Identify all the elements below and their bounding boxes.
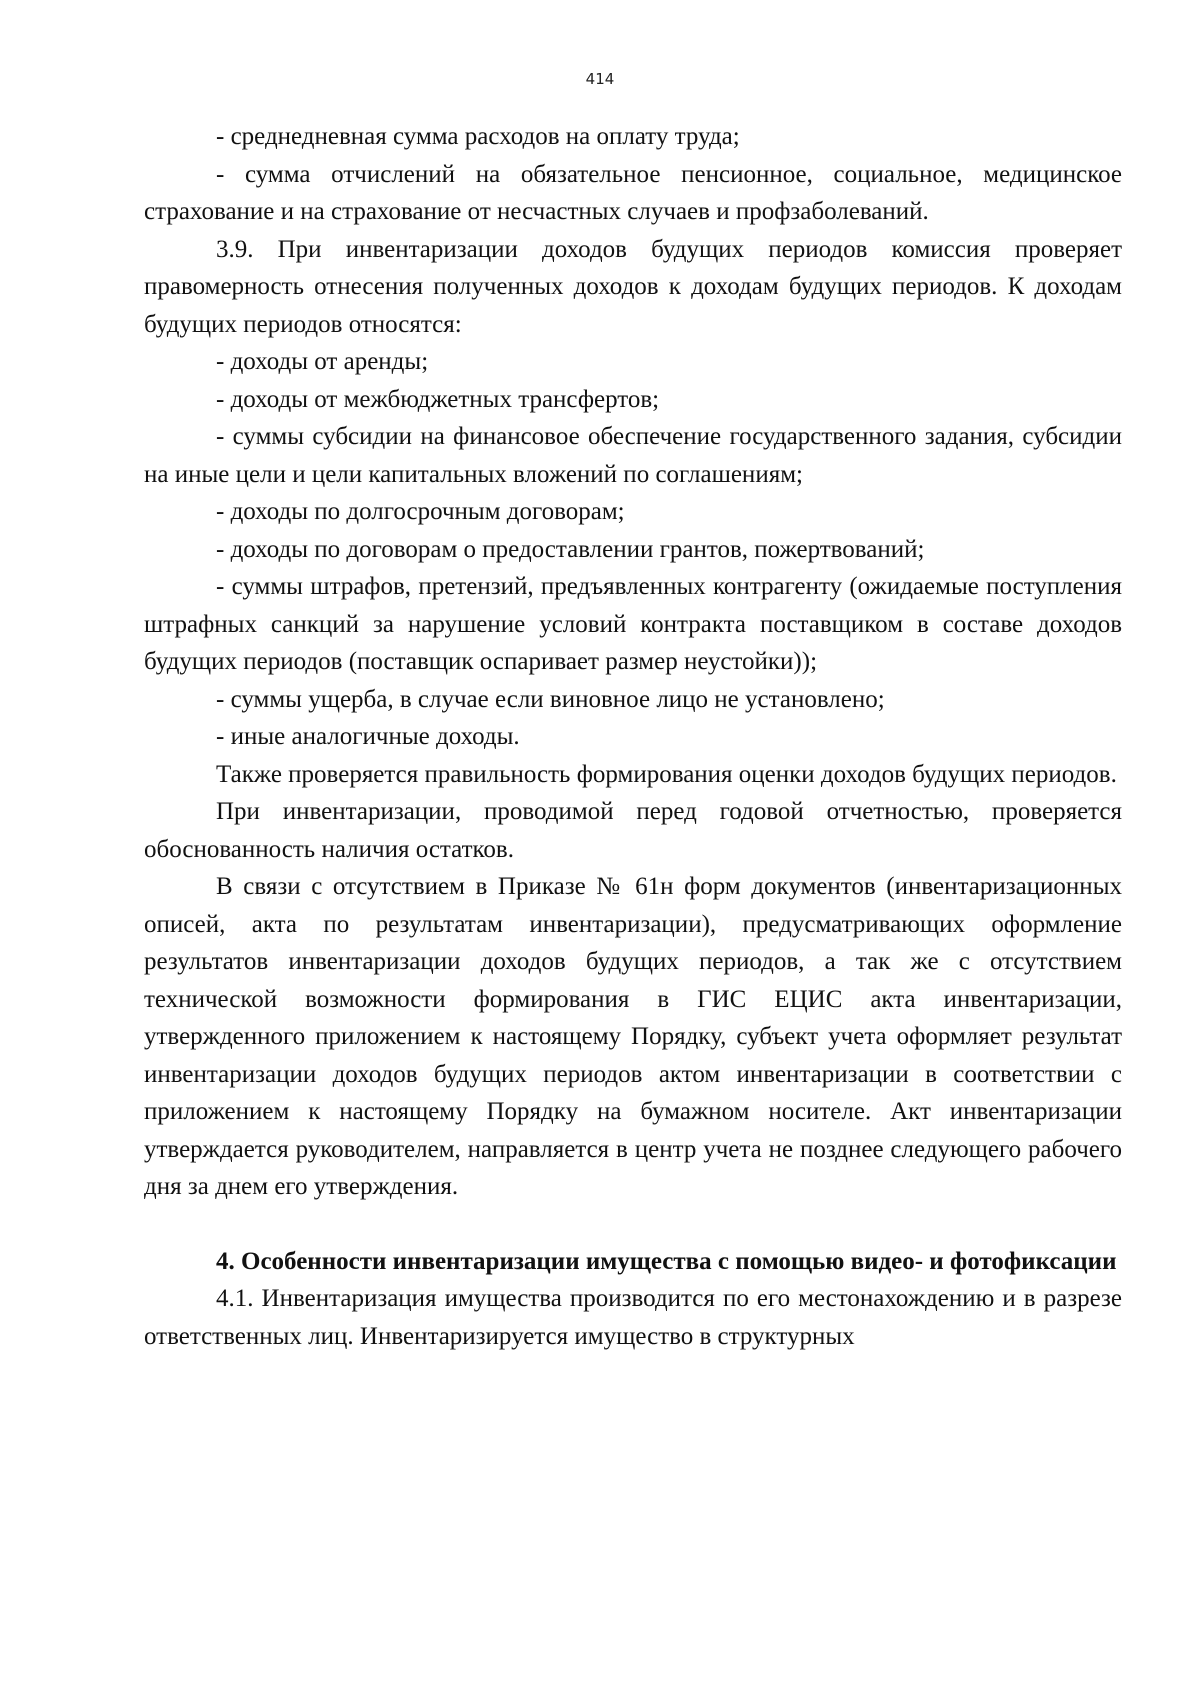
paragraph: - иные аналогичные доходы. xyxy=(216,723,520,750)
paragraph: - доходы от межбюджетных трансфертов; xyxy=(216,385,660,413)
paragraph: В связи с отсутствием в Приказе № 61н форм документов (инвентаризационных описей, акта по результатам инвентаризации), предусматривающих оформление результатов инвентаризации доходов будущих периодов, а так же с отсутствием технической возможности формирования в ГИС ЕЦИС акта инвентаризации, утвержденного приложением к настоящему Порядку, субъект учета оформляет результат инвентаризации доходов будущих периодов актом инвентаризации в соответствии с приложением к настоящему Порядку на бумажном носителе. Акт инвентаризации утверждается руководителем, направляется в центр учета не позднее следующего рабочего дня за днем его утверждения. xyxy=(144,873,1122,1200)
paragraph: - суммы ущерба, в случае если виновное лицо не установлено; xyxy=(216,685,885,713)
section-heading: 4. Особенности инвентаризации имущества с помощью видео- и фотофиксации xyxy=(216,1247,1117,1275)
paragraph: - доходы по долгосрочным договорам; xyxy=(216,498,625,525)
paragraph: 3.9. При инвентаризации доходов будущих периодов комиссия проверяет правомерность отнесения полученных доходов к доходам будущих периодов. К доходам будущих периодов относятся: xyxy=(144,235,1122,338)
page-number: 414 xyxy=(585,70,615,88)
paragraph: - доходы от аренды; xyxy=(216,348,429,375)
document-body xyxy=(144,118,1122,1355)
paragraph: При инвентаризации, проводимой перед годовой отчетностью, проверяется обоснованность наличия остатков. xyxy=(144,798,1122,863)
paragraph: 4.1. Инвентаризация имущества производится по его местонахождению и в разрезе ответственных лиц. Инвентаризируется имущество в структурных xyxy=(144,1285,1122,1350)
paragraph: - доходы по договорам о предоставлении грантов, пожертвований; xyxy=(216,535,925,563)
paragraph: - суммы субсидии на финансовое обеспечение государственного задания, субсидии на иные цели и цели капитальных вложений по соглашениям; xyxy=(144,423,1122,488)
paragraph: - суммы штрафов, претензий, предъявленных контрагенту (ожидаемые поступления штрафных санкций за нарушение условий контракта поставщиком в составе доходов будущих периодов (поставщик оспаривает размер неустойки)); xyxy=(144,573,1122,675)
paragraph: - сумма отчислений на обязательное пенсионное, социальное, медицинское страхование и на страхование от несчастных случаев и профзаболеваний. xyxy=(144,160,1122,225)
paragraph: Также проверяется правильность формирования оценки доходов будущих периодов. xyxy=(216,760,1117,788)
paragraph: - среднедневная сумма расходов на оплату труда; xyxy=(216,123,740,150)
